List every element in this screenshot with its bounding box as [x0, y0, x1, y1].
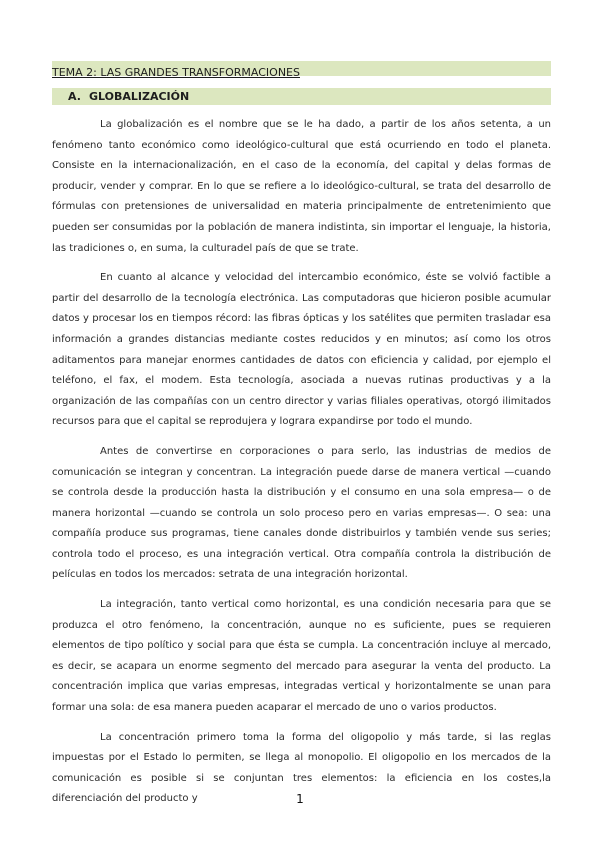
paragraph-5: La concentración primero toma la forma del oligopolio y más tarde, si las reglas impuestas por el Estado lo permiten, se llega al monopolio. El oligopolio en los mercados de la comunicación es posible si se conjuntan tres elementos: la eficiencia en los costes,la diferenciación del producto y [52, 731, 551, 805]
section-letter: A. [68, 90, 81, 103]
body-text [52, 115, 551, 819]
paragraph-4: La integración, tanto vertical como horizontal, es una condición necesaria para que se produzca el otro fenómeno, la concentración, aunque no es suficiente, pues se requieren elementos de tipo político y social para que ésta se cumpla. La concentración incluye al mercado, es decir, se acapara un enorme segmento del mercado para asegurar la venta del producto. La concentración implica que varias empresas, integradas vertical y horizontalmente se unan para formar una sola: de esa manera pueden acaparar el mercado de uno o varios productos. [52, 599, 551, 714]
paragraph-1: La globalización es el nombre que se le ha dado, a partir de los años setenta, a un fenómeno tanto económico como ideológico-cultural que está ocurriendo en todo el planeta. Consiste en la internacionalización, en el caso de la economía, del capital y delas formas de producir, vender y comprar. En lo que se refiere a lo ideológico-cultural, se trata del desarrollo de fórmulas con pretensiones de universalidad en materia principalmente de entretenimiento que pueden ser consumidas por la población de manera indistinta, sin importar el lenguaje, la historia, las tradiciones o, en suma, la culturadel país de que se trate. [52, 119, 551, 254]
chapter-title: TEMA 2: LAS GRANDES TRANSFORMACIONES [52, 66, 300, 79]
paragraph-2: En cuanto al alcance y velocidad del intercambio económico, éste se volvió factible a partir del desarrollo de la tecnología electrónica. Las computadoras que hicieron posible acumular datos y procesar los en tiempos récord: las fibras ópticas y los satélites que permiten trasladar esa información a grandes distancias mediante costes reducidos y en minutos; así como los otros aditamentos para manejar enormes cantidades de datos con eficiencia y calidad, por ejemplo el teléfono, el fax, el modem. Esta tecnología, asociada a nuevas rutinas productivas y a la organización de las compañías con un centro director y varias filiales operativas, otorgó ilimitados recursos para que el capital se reprodujera y lograra expandirse por todo el mundo. [52, 272, 551, 428]
section-heading-band [52, 88, 551, 105]
chapter-title-band [52, 61, 551, 79]
footer-area [0, 808, 600, 848]
section-title: GLOBALIZACIÓN [89, 90, 190, 103]
page-number: 1 [296, 792, 304, 806]
paragraph-3: Antes de convertirse en corporaciones o para serlo, las industrias de medios de comunicación se integran y concentran. La integración puede darse de manera vertical —cuando se controla desde la producción hasta la distribución y el consumo en una sola empresa— o de manera horizontal —cuando se controla un solo proceso pero en varias empresas—. O sea: una compañía produce sus programas, tiene canales donde distribuirlos y también vende sus series; controla todo el proceso, es una integración vertical. Otra compañía controla la distribución de películas en todos los mercados: setrata de una integración horizontal. [52, 445, 551, 581]
